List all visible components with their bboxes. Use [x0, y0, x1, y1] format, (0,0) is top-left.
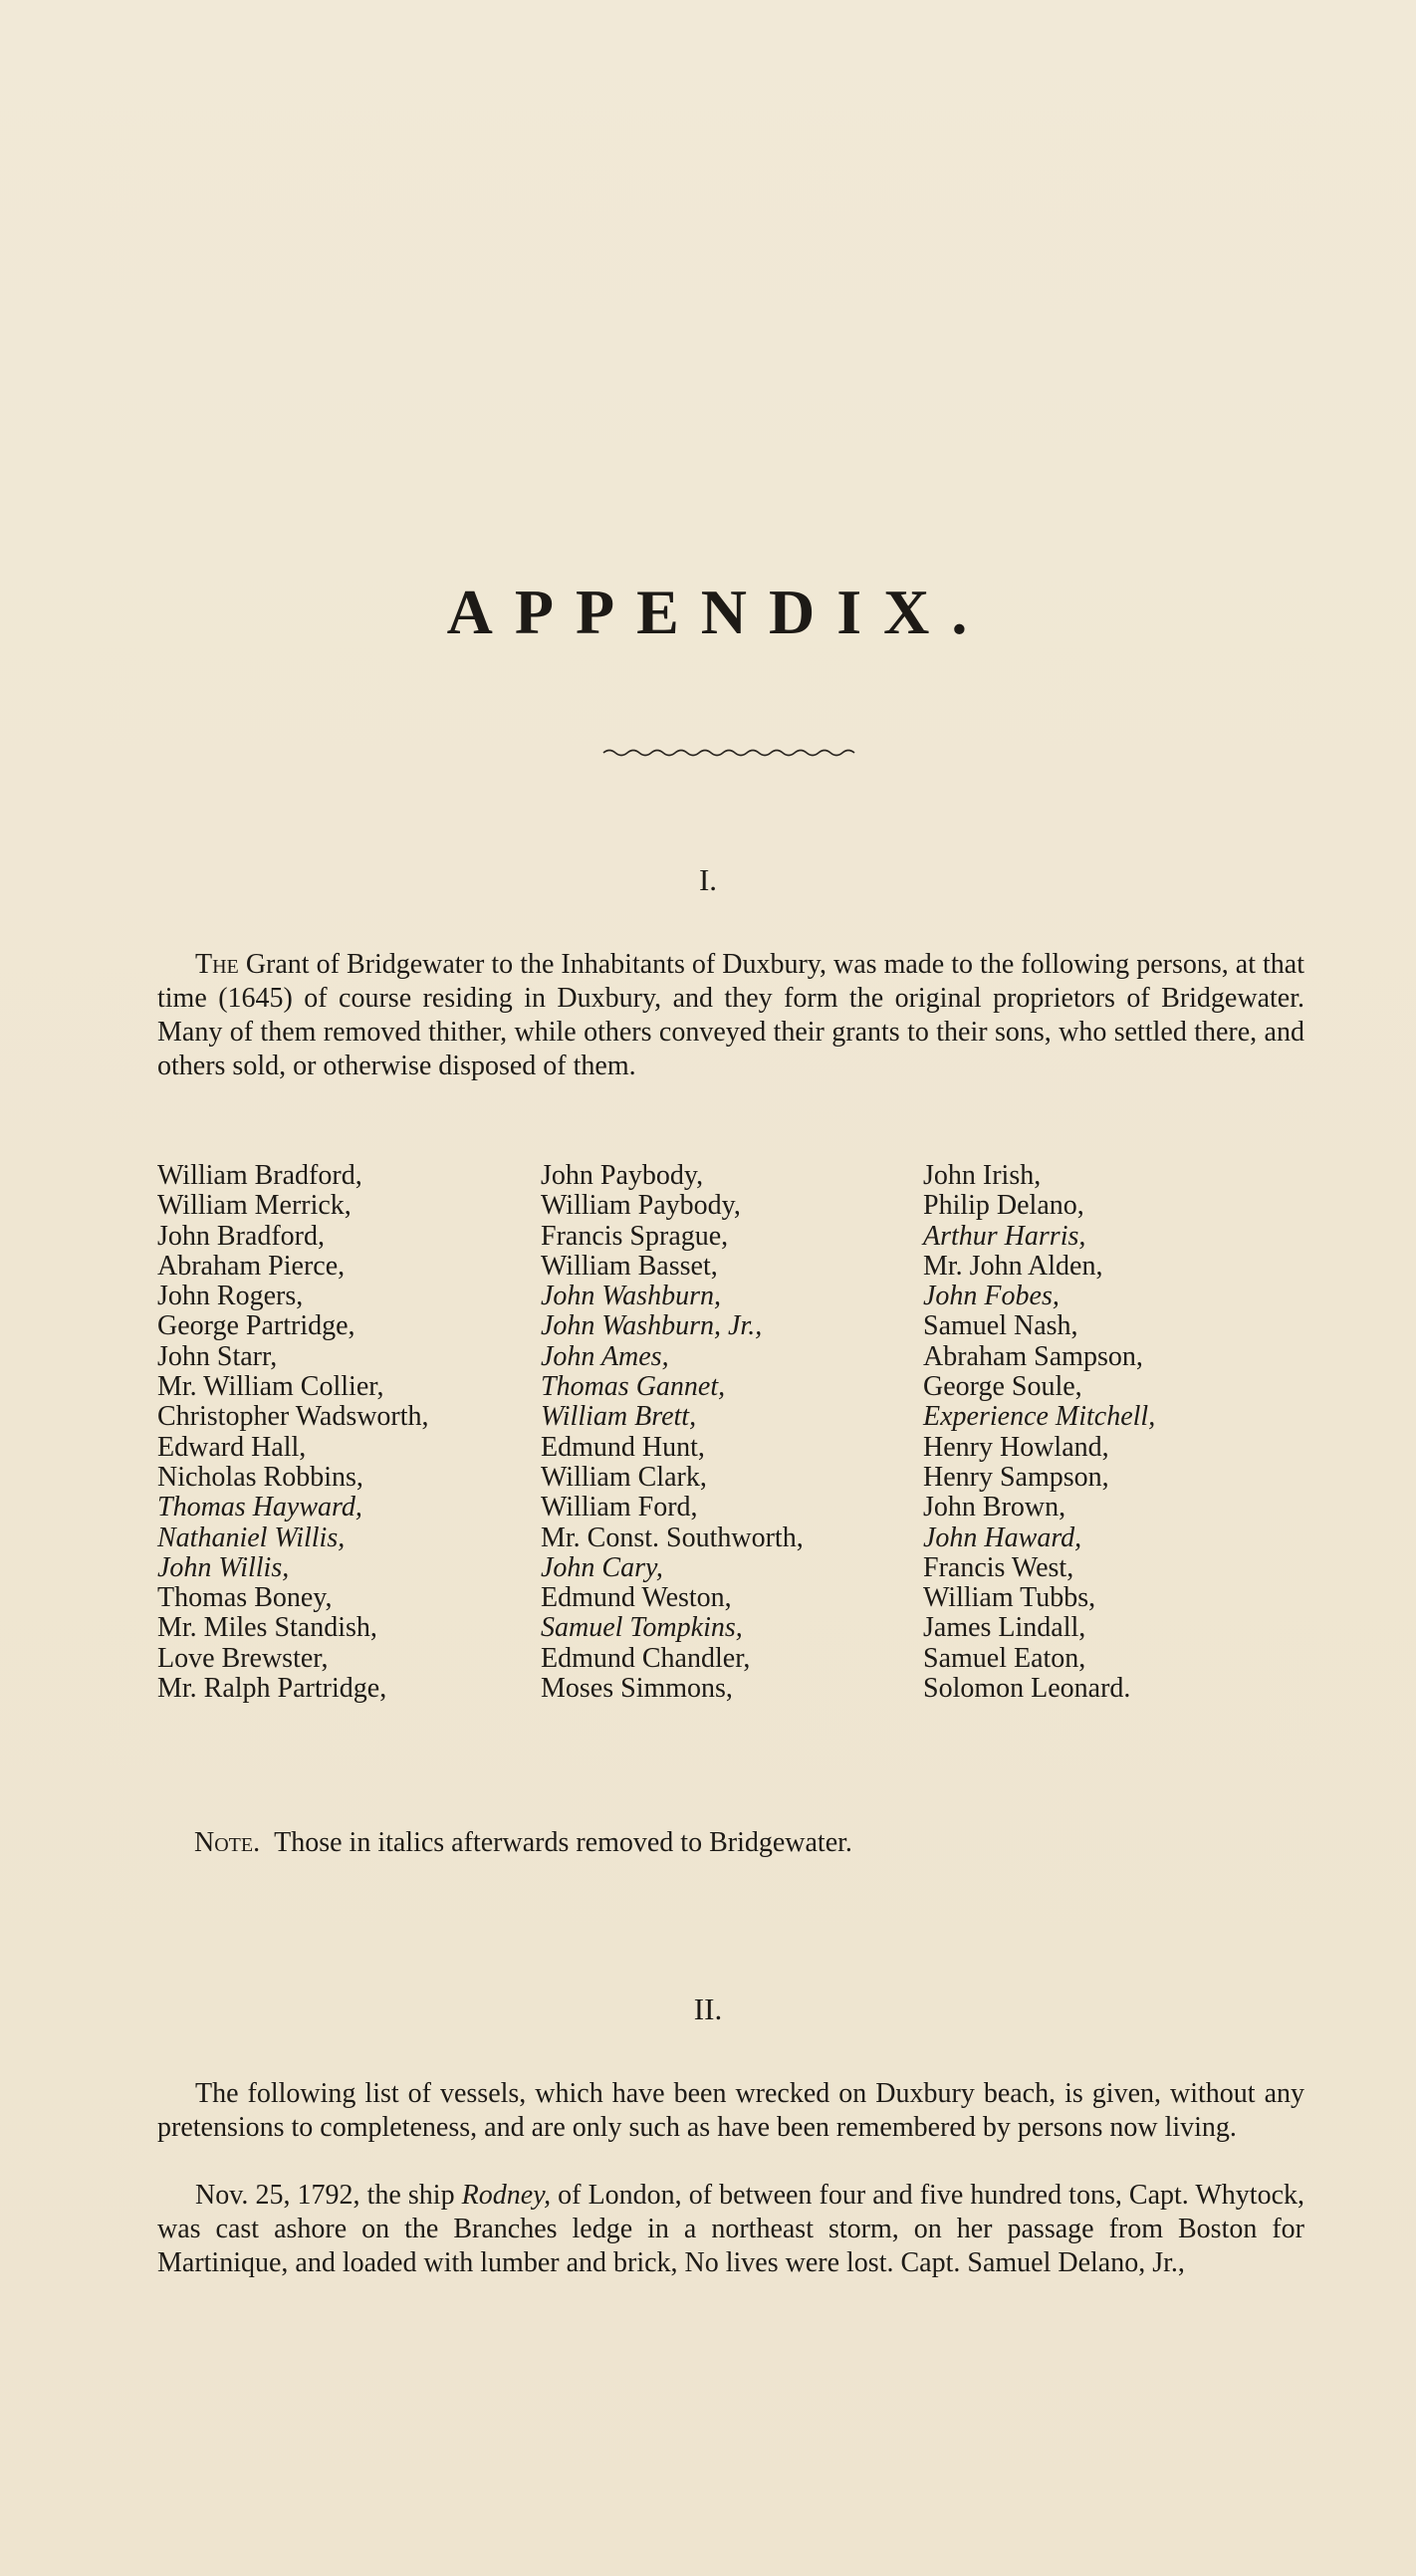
proprietor-name: Mr. John Alden,: [923, 1250, 1103, 1282]
italics-note: [194, 1827, 852, 1859]
names-column-2: [541, 1161, 804, 1704]
proprietor-name: Samuel Tompkins,: [541, 1612, 743, 1644]
note-text: Those in italics afterwards removed to Bridgewater.: [274, 1827, 852, 1858]
proprietor-name: William Merrick,: [157, 1190, 352, 1222]
proprietor-name: William Ford,: [541, 1492, 698, 1523]
rodney-date: Nov. 25, 1792, the ship: [195, 2180, 455, 2211]
proprietor-name: George Partridge,: [157, 1310, 355, 1342]
proprietor-name: Henry Howland,: [923, 1431, 1109, 1463]
proprietor-name: Mr. Ralph Partridge,: [157, 1673, 387, 1705]
proprietor-name: Edmund Hunt,: [541, 1431, 705, 1463]
proprietor-name: John Fobes,: [923, 1281, 1060, 1312]
proprietor-name: Philip Delano,: [923, 1190, 1084, 1222]
ornament-divider: [601, 745, 860, 759]
proprietor-name: William Paybody,: [541, 1190, 741, 1222]
names-column-3: [923, 1161, 1155, 1704]
proprietor-name: William Basset,: [541, 1250, 718, 1282]
rodney-text: of London, of between four and five hundred tons, Capt. Whytock, was cast ashore on the Branches ledge in a northeast storm, on her passage from Boston for Martinique, and loaded with lumber and brick, No lives were lost. Capt. Samuel Delano, Jr.,: [157, 2180, 1304, 2278]
proprietor-name: Samuel Eaton,: [923, 1642, 1086, 1674]
proprietor-name: Abraham Sampson,: [923, 1340, 1143, 1372]
proprietor-name: William Tubbs,: [923, 1582, 1096, 1614]
section-numeral-2: II.: [693, 1991, 723, 2026]
proprietor-name: William Brett,: [541, 1401, 697, 1433]
proprietor-name: John Bradford,: [157, 1220, 325, 1252]
proprietor-name: Nathaniel Willis,: [157, 1522, 346, 1553]
proprietor-name: Samuel Nash,: [923, 1310, 1078, 1342]
proprietor-name: John Ames,: [541, 1340, 669, 1372]
proprietor-name: William Clark,: [541, 1461, 707, 1493]
proprietor-name: John Brown,: [923, 1492, 1066, 1523]
proprietor-name: John Starr,: [157, 1340, 278, 1372]
proprietor-name: John Cary,: [541, 1551, 663, 1583]
vessels-intro-paragraph: The following list of vessels, which have been wrecked on Duxbury beach, is given, without any pretensions to completeness, and are only such as have been remembered by persons now living.: [157, 2078, 1304, 2143]
rodney-paragraph: [157, 2179, 1304, 2280]
proprietor-name: Thomas Hayward,: [157, 1492, 362, 1523]
grant-paragraph: [157, 948, 1304, 1083]
proprietor-name: Francis Sprague,: [541, 1220, 729, 1252]
proprietor-name: Mr. William Collier,: [157, 1371, 384, 1403]
proprietor-name: Abraham Pierce,: [157, 1250, 346, 1282]
proprietor-name: Edward Hall,: [157, 1431, 307, 1463]
proprietor-name: Solomon Leonard.: [923, 1673, 1131, 1705]
proprietor-name: James Lindall,: [923, 1612, 1086, 1644]
proprietor-name: John Haward,: [923, 1522, 1082, 1553]
proprietor-name: Edmund Chandler,: [541, 1642, 751, 1674]
paragraph-lead-word: The: [195, 949, 239, 980]
proprietor-name: Mr. Miles Standish,: [157, 1612, 377, 1644]
proprietor-name: Thomas Boney,: [157, 1582, 333, 1614]
proprietor-name: John Rogers,: [157, 1281, 304, 1312]
section-numeral-1: I.: [698, 862, 718, 897]
names-column-1: [157, 1161, 429, 1704]
proprietor-name: Mr. Const. Southworth,: [541, 1522, 804, 1553]
proprietor-name: Love Brewster,: [157, 1642, 329, 1674]
proprietor-name: Arthur Harris,: [923, 1220, 1086, 1252]
proprietor-name: Thomas Gannet,: [541, 1371, 726, 1403]
page-title: APPENDIX.: [446, 577, 990, 647]
proprietor-name: Edmund Weston,: [541, 1582, 732, 1614]
proprietor-name: George Soule,: [923, 1371, 1082, 1403]
proprietor-name: John Paybody,: [541, 1160, 704, 1191]
proprietor-name: Nicholas Robbins,: [157, 1461, 363, 1493]
proprietor-name: Christopher Wadsworth,: [157, 1401, 429, 1433]
proprietor-name: John Willis,: [157, 1551, 290, 1583]
proprietor-name: John Washburn, Jr.,: [541, 1310, 763, 1342]
proprietor-name: John Irish,: [923, 1160, 1042, 1191]
proprietor-name: Francis West,: [923, 1551, 1074, 1583]
grant-paragraph-text: Grant of Bridgewater to the Inhabitants of Duxbury, was made to the following persons, at that time (1645) of course residing in Duxbury, and they form the original proprietors of Bridgewater. Many of them removed thither, while others conveyed their grants to their sons, who settled there, and others sold, or otherwise disposed of them.: [157, 949, 1305, 1081]
note-label: Note.: [194, 1827, 261, 1858]
proprietor-name: Moses Simmons,: [541, 1673, 733, 1705]
proprietor-name: John Washburn,: [541, 1281, 721, 1312]
proprietor-name: Experience Mitchell,: [923, 1401, 1156, 1433]
proprietor-name: Henry Sampson,: [923, 1461, 1109, 1493]
ship-name-rodney: Rodney,: [461, 2180, 552, 2211]
proprietor-name: William Bradford,: [157, 1160, 362, 1191]
